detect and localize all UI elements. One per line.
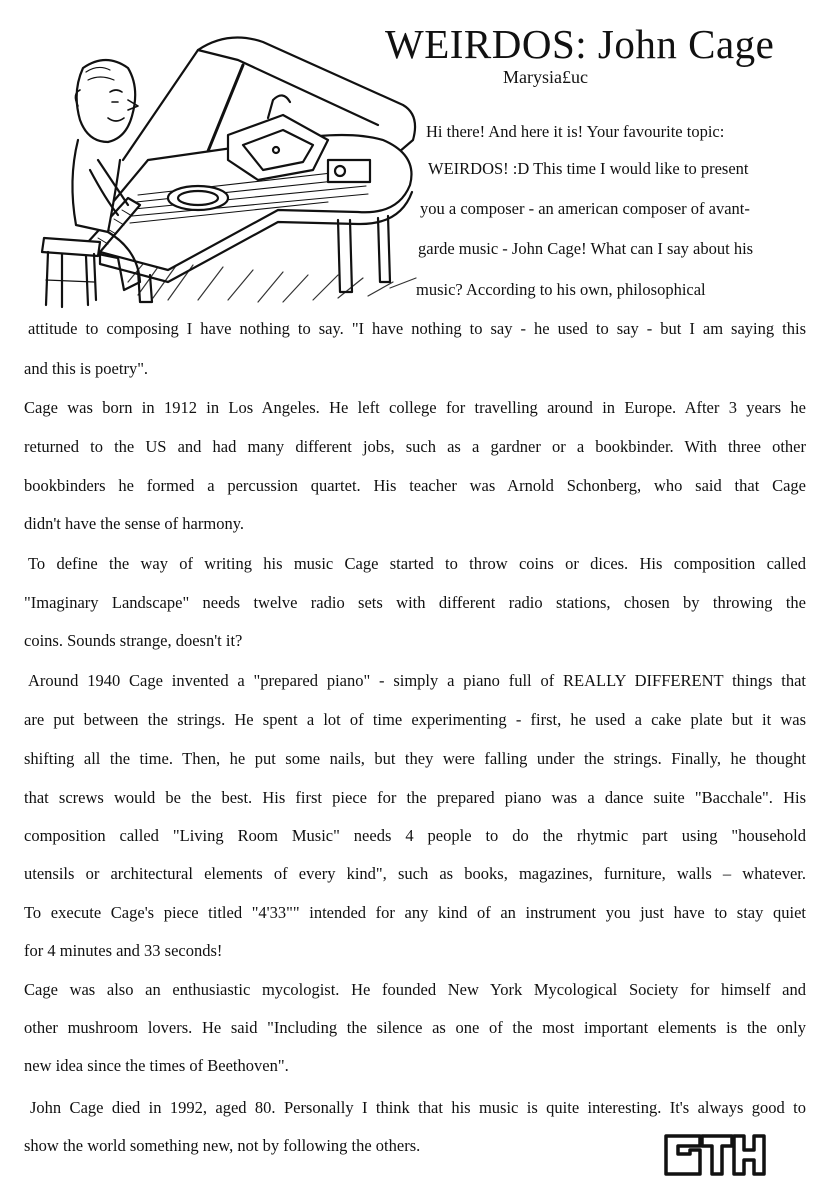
logo-mark-icon	[660, 1128, 768, 1184]
text-line: show the world something new, not by following the others.	[24, 1136, 421, 1155]
text-line: other mushroom lovers. He said "Including the silence as one of the most important elements is the only	[24, 1018, 806, 1037]
text-line: composition called "Living Room Music" needs 4 people to do the rhytmic part using "household	[24, 826, 806, 845]
text-line: didn't have the sense of harmony.	[24, 514, 245, 533]
text-line: attitude to composing I have nothing to say. "I have nothing to say - he used to say - but I am saying this	[28, 319, 806, 338]
article-title: WEIRDOS: John Cage	[385, 21, 775, 67]
text-line: To execute Cage's piece titled "4'33"" intended for any kind of an instrument you just have to stay quiet	[24, 903, 806, 922]
text-line: for 4 minutes and 33 seconds!	[24, 941, 223, 960]
text-line: John Cage died in 1992, aged 80. Personally I think that his music is quite interesting. It's always good to	[30, 1098, 806, 1117]
text-line: Hi there! And here it is! Your favourite topic:	[426, 122, 725, 141]
text-line: coins. Sounds strange, doesn't it?	[24, 631, 243, 650]
text-line: garde music - John Cage! What can I say about his	[418, 239, 754, 258]
author-name: Marysia£uc	[503, 67, 588, 87]
text-line: new idea since the times of Beethoven".	[24, 1056, 289, 1075]
text-line: To define the way of writing his music Cage started to throw coins or dices. His composition called	[28, 554, 806, 573]
text-line: bookbinders he formed a percussion quartet. His teacher was Arnold Schonberg, who said that Cage	[24, 476, 806, 495]
text-line: Cage was also an enthusiastic mycologist. He founded New York Mycological Society for himself and	[24, 980, 806, 999]
text-line: that screws would be the best. His first piece for the prepared piano was a dance suite "Bacchale". His	[24, 788, 806, 807]
text-line: music? According to his own, philosophical	[416, 280, 706, 299]
text-line: Cage was born in 1912 in Los Angeles. He left college for travelling around in Europe. After 3 years he	[24, 398, 806, 417]
text-line: Around 1940 Cage invented a "prepared piano" - simply a piano full of REALLY DIFFERENT things that	[28, 671, 806, 690]
text-line: shifting all the time. Then, he put some nails, but they were falling under the strings. Finally, he thought	[24, 749, 806, 768]
text-line: and this is poetry".	[24, 359, 149, 378]
piano-caricature-icon	[28, 20, 418, 310]
text-line: are put between the strings. He spent a lot of time experimenting - first, he used a cake plate but it was	[24, 710, 806, 729]
text-line: returned to the US and had many different jobs, such as a gardner or a bookbinder. With three other	[24, 437, 806, 456]
text-line: you a composer - an american composer of avant-	[420, 199, 750, 218]
text-line: "Imaginary Landscape" needs twelve radio sets with different radio stations, chosen by throwing the	[24, 593, 806, 612]
text-line: WEIRDOS! :D This time I would like to present	[428, 159, 749, 178]
text-line: utensils or architectural elements of every kind", such as books, magazines, furniture, walls – whatever.	[24, 864, 806, 883]
